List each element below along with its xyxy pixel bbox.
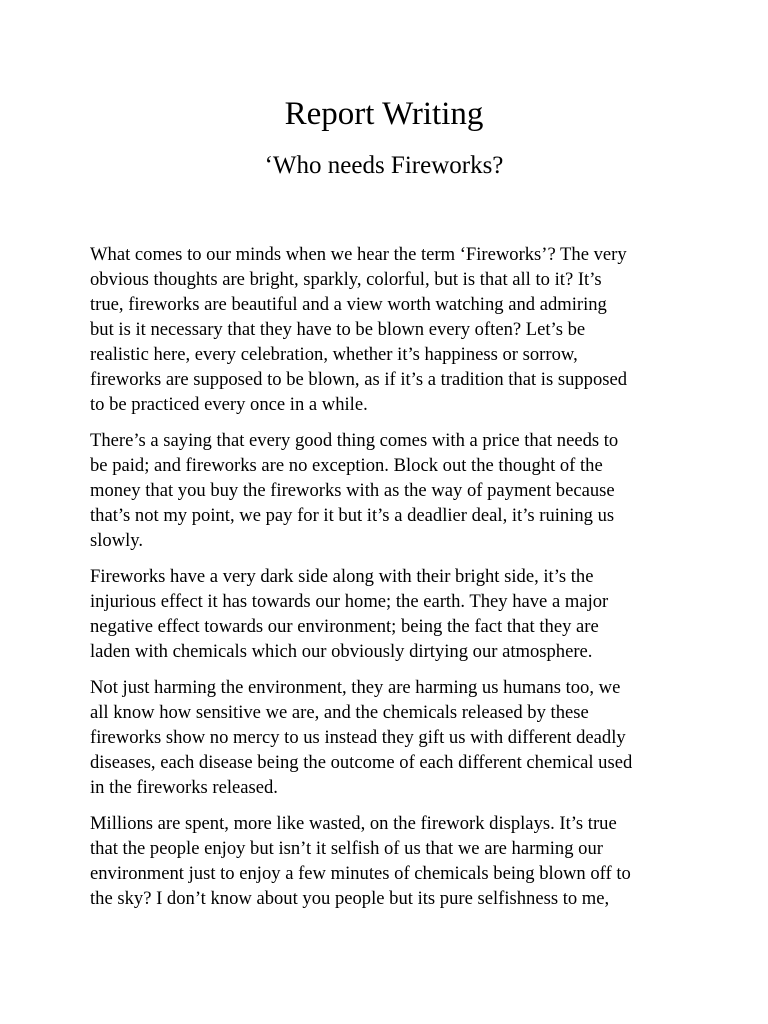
text-line: to be practiced every once in a while. (90, 394, 368, 415)
paragraph-4 (90, 675, 690, 800)
text-line: that’s not my point, we pay for it but it’s a deadlier deal, it’s ruining us (90, 505, 615, 526)
text-line: the sky? I don’t know about you people but its pure selfishness to me, (90, 888, 610, 909)
paragraph-2 (90, 428, 690, 553)
document-title: Report Writing (284, 96, 484, 132)
paragraph-3 (90, 564, 690, 664)
document-subtitle: ‘Who needs Fireworks? (264, 152, 504, 179)
text-line: but is it necessary that they have to be blown every often? Let’s be (90, 319, 586, 340)
text-line: Millions are spent, more like wasted, on the firework displays. It’s true (90, 813, 617, 834)
text-line: slowly. (90, 530, 144, 551)
text-line: obvious thoughts are bright, sparkly, colorful, but is that all to it? It’s (90, 269, 602, 290)
paragraph-1 (90, 242, 690, 417)
text-line: money that you buy the fireworks with as the way of payment because (90, 480, 615, 501)
text-line: Fireworks have a very dark side along with their bright side, it’s the (90, 566, 594, 587)
text-line: that the people enjoy but isn’t it selfish of us that we are harming our (90, 838, 603, 859)
text-line: fireworks show no mercy to us instead they gift us with different deadly (90, 727, 626, 748)
text-line: negative effect towards our environment; being the fact that they are (90, 616, 599, 637)
paragraph-5 (90, 811, 690, 911)
text-line: be paid; and fireworks are no exception. Block out the thought of the (90, 455, 603, 476)
text-line: in the fireworks released. (90, 777, 278, 798)
text-line: There’s a saying that every good thing comes with a price that needs to (90, 430, 619, 451)
text-line: Not just harming the environment, they are harming us humans too, we (90, 677, 621, 698)
text-line: injurious effect it has towards our home; the earth. They have a major (90, 591, 609, 612)
document-body (90, 242, 690, 922)
text-line: environment just to enjoy a few minutes of chemicals being blown off to (90, 863, 631, 884)
text-line: fireworks are supposed to be blown, as if it’s a tradition that is supposed (90, 369, 628, 390)
text-line: true, fireworks are beautiful and a view worth watching and admiring (90, 294, 607, 315)
text-line: laden with chemicals which our obviously dirtying our atmosphere. (90, 641, 593, 662)
text-line: diseases, each disease being the outcome of each different chemical used (90, 752, 633, 773)
text-line: realistic here, every celebration, whether it’s happiness or sorrow, (90, 344, 578, 365)
text-line: all know how sensitive we are, and the chemicals released by these (90, 702, 589, 723)
text-line: What comes to our minds when we hear the term ‘Fireworks’? The very (90, 244, 627, 265)
